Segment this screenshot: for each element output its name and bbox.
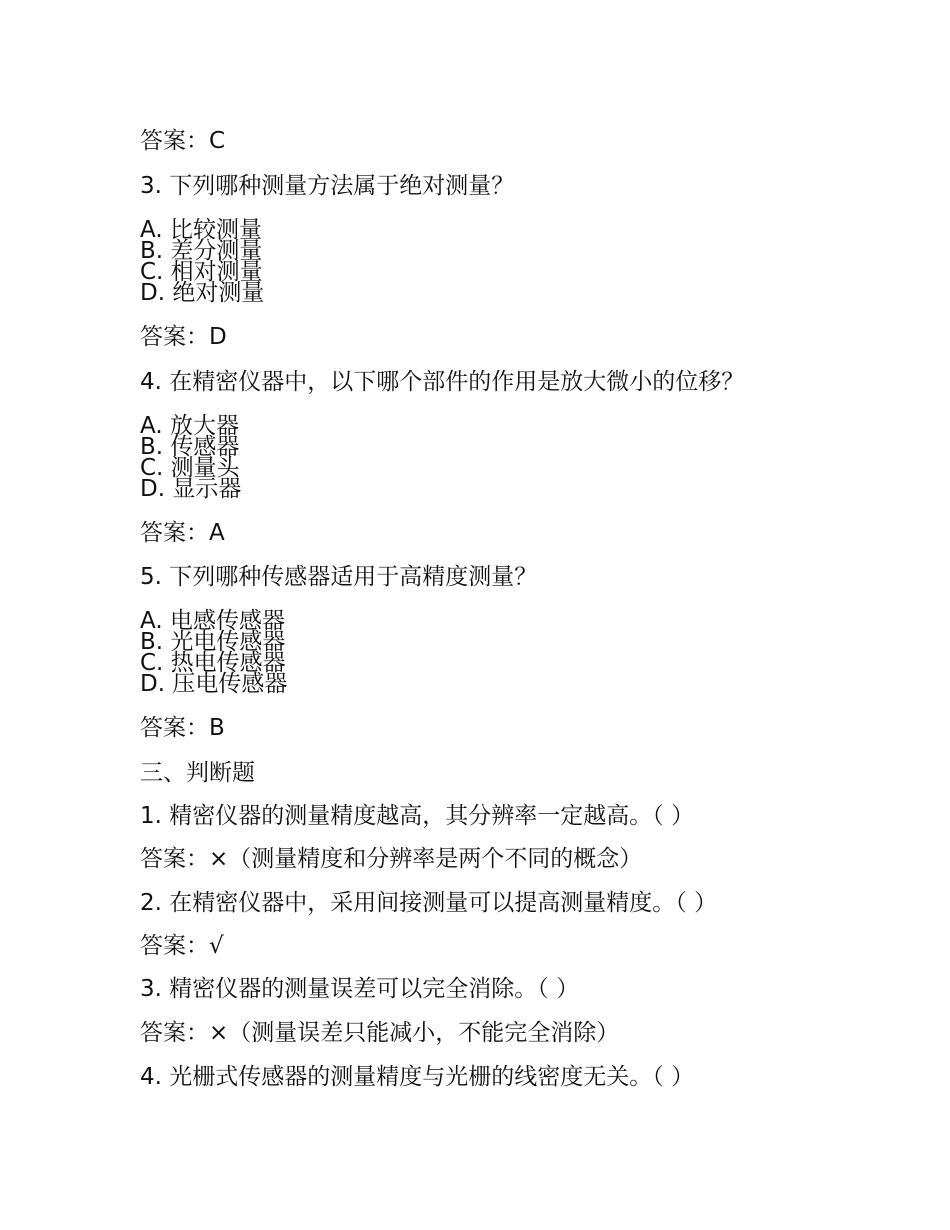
q3-option-c: C. 相对测量: [140, 259, 263, 285]
q4-option-a: A. 放大器: [140, 413, 239, 439]
question-5: 5. 下列哪种传感器适用于高精度测量？: [140, 564, 538, 590]
tf-answer-2: 答案：√: [140, 933, 224, 959]
tf-question-3: 3. 精密仪器的测量误差可以完全消除。（ ）: [140, 976, 580, 1002]
answer-q5: 答案：B: [140, 715, 225, 741]
q4-option-d: D. 显示器: [140, 476, 242, 502]
q5-option-a: A. 电感传感器: [140, 608, 285, 634]
q4-option-c: C. 测量头: [140, 455, 240, 481]
answer-q3: 答案：D: [140, 324, 227, 350]
q3-option-d: D. 绝对测量: [140, 280, 265, 306]
question-3: 3. 下列哪种测量方法属于绝对测量？: [140, 173, 515, 199]
q5-option-d: D. 压电传感器: [140, 671, 288, 697]
tf-question-1: 1. 精密仪器的测量精度越高，其分辨率一定越高。（ ）: [140, 803, 695, 829]
question-4: 4. 在精密仪器中，以下哪个部件的作用是放大微小的位移？: [140, 369, 745, 395]
q3-option-b: B. 差分测量: [140, 238, 263, 264]
q5-option-b: B. 光电传感器: [140, 629, 286, 655]
answer-q2: 答案：C: [140, 128, 226, 154]
tf-answer-3: 答案：×（测量误差只能减小，不能完全消除）: [140, 1020, 620, 1046]
q4-option-b: B. 传感器: [140, 434, 240, 460]
section-heading-true-false: 三、判断题: [140, 760, 255, 786]
q3-option-a: A. 比较测量: [140, 217, 262, 243]
tf-question-4: 4. 光栅式传感器的测量精度与光栅的线密度无关。（ ）: [140, 1064, 695, 1090]
document-page: [140, 0, 900, 1230]
answer-q4: 答案：A: [140, 520, 225, 546]
tf-question-2: 2. 在精密仪器中，采用间接测量可以提高测量精度。（ ）: [140, 890, 718, 916]
tf-answer-1: 答案：×（测量精度和分辨率是两个不同的概念）: [140, 846, 643, 872]
q5-option-c: C. 热电传感器: [140, 650, 286, 676]
